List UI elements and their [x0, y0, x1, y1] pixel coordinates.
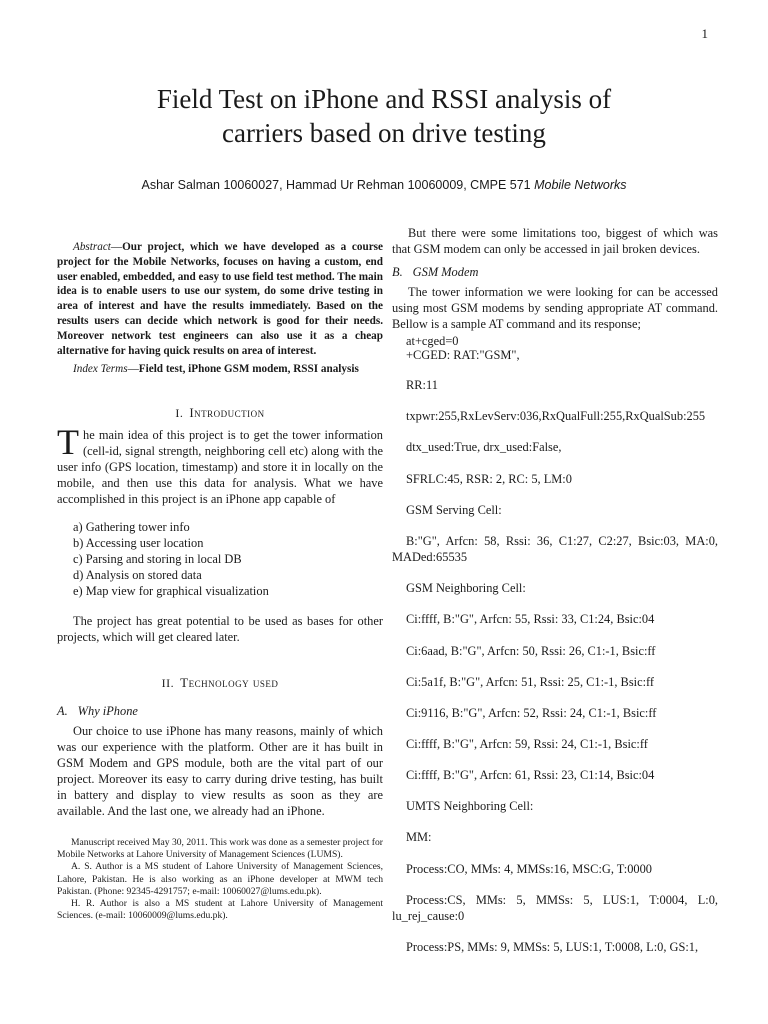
- index-terms-text: Field test, iPhone GSM modem, RSSI analysis: [138, 363, 359, 375]
- paper-title: [0, 82, 768, 150]
- footnotes: [57, 837, 383, 922]
- list-item: b) Accessing user location: [73, 536, 204, 550]
- introduction-paragraph-2: The project has great potential to be used as bases for other projects, which will get cleared later.: [57, 614, 383, 644]
- subheading-title: Why iPhone: [77, 704, 138, 718]
- at-response-line: txpwr:255,RxLevServ:036,RxQualFull:255,RxQualSub:255: [406, 409, 706, 423]
- at-response-line: Ci:5a1f, B:"G", Arfcn: 51, Rssi: 25, C1:-1, Bsic:ff: [406, 675, 655, 689]
- author-names: Ashar Salman 10060027, Hammad Ur Rehman 10060009, CMPE 571: [141, 178, 535, 192]
- abstract-text: Our project, which we have developed as a course project for the Mobile Networks, focuses on having a custom, end user enabled, embedded, and easy to use field test method. The main idea is to enable users to use our system, do some drive testing in area of interest and have the results immediately. Based on the results users can decide which network is good for their needs. Moreover network test engineers can also use it as a cheap alternative for having quick results on area of interest.: [57, 241, 383, 357]
- footnote-author-2: H. R. Author is also a MS student at Lahore University of Management Sciences. (e-mail: 10060009@lums.edu.pk).: [57, 898, 383, 922]
- page-number: 1: [701, 26, 708, 41]
- abstract-dash: —: [110, 241, 123, 253]
- section-heading-technology: [57, 675, 383, 691]
- course-name: Mobile Networks: [534, 178, 627, 192]
- capability-list: [57, 519, 383, 599]
- abstract: [57, 240, 383, 358]
- at-response-line: RR:11: [406, 378, 438, 392]
- at-response-line: Ci:ffff, B:"G", Arfcn: 61, Rssi: 23, C1:14, Bsic:04: [406, 768, 655, 782]
- at-response-line: Ci:ffff, B:"G", Arfcn: 55, Rssi: 33, C1:24, Bsic:04: [406, 612, 655, 626]
- list-item: c) Parsing and storing in local DB: [73, 552, 242, 566]
- subheading-gsm-modem: [392, 264, 718, 280]
- gsm-modem-paragraph: The tower information we were looking for can be accessed using most GSM modems by sending appropriate AT command. Bellow is a sample AT command and its response;: [392, 285, 718, 331]
- drop-cap: T: [57, 422, 79, 462]
- index-terms-dash: —: [127, 363, 139, 375]
- footnote-author-1: A. S. Author is a MS student of Lahore University of Management Sciences, Lahore, Pakistan. He is also working as an iPhone developer at MWM tech Pakistan. (Phone: 92345-4291757; e-mail: 10060027@lums.edu.pk).: [57, 861, 383, 897]
- at-response-line: +CGED: RAT:"GSM",: [406, 348, 520, 362]
- at-response-line: GSM Serving Cell:: [406, 503, 502, 517]
- index-terms-label: Index Terms: [73, 363, 128, 375]
- subheading-why-iphone: [57, 703, 383, 719]
- at-response-line: Ci:9116, B:"G", Arfcn: 52, Rssi: 24, C1:-1, Bsic:ff: [406, 706, 657, 720]
- at-response-line: B:"G", Arfcn: 58, Rssi: 36, C1:27, C2:27, Bsic:03, MA:0, MADed:65535: [392, 534, 718, 564]
- at-response-line: dtx_used:True, drx_used:False,: [406, 440, 562, 454]
- abstract-label: Abstract: [73, 241, 111, 253]
- introduction-paragraph: [57, 422, 383, 507]
- title-line-2: carriers based on drive testing: [222, 118, 546, 148]
- section-title: Introduction: [189, 405, 265, 420]
- at-response-line: Process:PS, MMs: 9, MMSs: 5, LUS:1, T:0008, L:0, GS:1,: [406, 940, 699, 954]
- section-number: II.: [161, 676, 175, 690]
- section-title: Technology used: [180, 675, 279, 690]
- section-number: I.: [175, 406, 184, 420]
- list-item: e) Map view for graphical visualization: [73, 584, 269, 598]
- subheading-letter: A.: [57, 704, 68, 718]
- title-line-1: Field Test on iPhone and RSSI analysis of: [156, 84, 612, 114]
- list-item: d) Analysis on stored data: [73, 568, 202, 582]
- introduction-text: he main idea of this project is to get the tower information (cell-id, signal strength, neighboring cell etc) along with the user info (GPS location, timestamp) and store it in locally on the mobile, and then use this data for analysis. What we have accomplished in this project is an iPhone app capable of: [57, 428, 383, 506]
- at-response-line: SFRLC:45, RSR: 2, RC: 5, LM:0: [406, 472, 572, 486]
- at-response-line: UMTS Neighboring Cell:: [406, 799, 534, 813]
- at-command-line: at+cged=0: [406, 334, 459, 348]
- at-response-line: GSM Neighboring Cell:: [406, 581, 526, 595]
- at-response-line: MM:: [406, 830, 432, 844]
- subheading-title: GSM Modem: [412, 265, 479, 279]
- subheading-letter: B.: [392, 265, 403, 279]
- at-response-line: Process:CS, MMs: 5, MMSs: 5, LUS:1, T:0004, L:0, lu_rej_cause:0: [392, 893, 718, 923]
- at-response-line: Ci:6aad, B:"G", Arfcn: 50, Rssi: 26, C1:-1, Bsic:ff: [406, 644, 656, 658]
- section-heading-introduction: [57, 405, 383, 421]
- author-line: [0, 178, 768, 192]
- at-response-line: Ci:ffff, B:"G", Arfcn: 59, Rssi: 24, C1:-1, Bsic:ff: [406, 737, 648, 751]
- limitations-paragraph: But there were some limitations too, biggest of which was that GSM modem can only be accessed in jail broken devices.: [392, 226, 718, 256]
- list-item: a) Gathering tower info: [73, 520, 190, 534]
- footnote-manuscript: Manuscript received May 30, 2011. This work was done as a semester project for Mobile Networks at Lahore University of Management Sciences (LUMS).: [57, 837, 383, 861]
- index-terms: [57, 362, 383, 376]
- at-response-line: Process:CO, MMs: 4, MMSs:16, MSC:G, T:0000: [406, 862, 652, 876]
- why-iphone-paragraph: Our choice to use iPhone has many reasons, mainly of which was our experience with the platform. Other are it has built in GSM Modem and GPS module, both are the vital part of our project. Moreover its easy to carry during drive testing, has built in battery and display to view results as soon as they are available. And the last one, we already had an iPhone.: [57, 724, 383, 818]
